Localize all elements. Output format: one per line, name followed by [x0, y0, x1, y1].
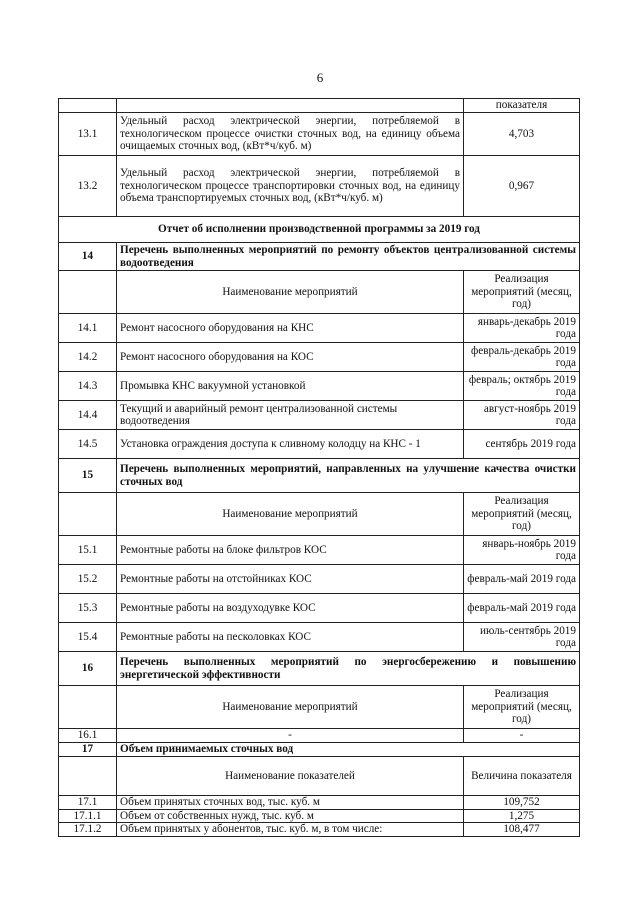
table-row	[59, 729, 580, 743]
row-name: Удельный расход электрической энергии, потребляемой в технологическом процессе очистки сточных вод, на единицу объема очищаемых сточных вод, (кВт*ч/куб. м)	[117, 113, 464, 156]
column-header-row	[59, 757, 580, 796]
row-name: Промывка КНС вакуумной установкой	[117, 372, 464, 401]
section-header	[59, 459, 580, 493]
row-value: 1,275	[464, 809, 580, 823]
table-row	[59, 217, 580, 243]
page-number: 6	[316, 70, 324, 85]
row-number: 17.1	[59, 796, 117, 810]
row-name: Ремонт насосного оборудования на КОС	[117, 343, 464, 372]
row-name: Ремонт насосного оборудования на КНС	[117, 314, 464, 343]
table-row	[59, 823, 580, 837]
section-header	[59, 652, 580, 686]
row-number: 14.2	[59, 343, 117, 372]
row-value: 4,703	[464, 113, 580, 156]
row-value: 108,477	[464, 823, 580, 837]
column-header-name: Наименование мероприятий	[117, 493, 464, 536]
table-row	[59, 99, 580, 113]
row-name: Ремонтные работы на песколовках КОС	[117, 623, 464, 652]
row-value: февраль; октябрь 2019 года	[464, 372, 580, 401]
table-row	[59, 430, 580, 459]
num-cell	[59, 757, 117, 796]
row-number: 15.1	[59, 536, 117, 565]
section-title: Объем принимаемых сточных вод	[117, 743, 580, 757]
row-number: 14.1	[59, 314, 117, 343]
column-header-value: Величина показателя	[464, 757, 580, 796]
column-header-value: Реализация мероприятий (месяц, год)	[464, 686, 580, 729]
row-value: сентябрь 2019 года	[464, 430, 580, 459]
section-number: 17	[59, 743, 117, 757]
row-number: 13.1	[59, 113, 117, 156]
row-value: 109,752	[464, 796, 580, 810]
row-number: 17.1.2	[59, 823, 117, 837]
row-name: Ремонтные работы на воздуходувке КОС	[117, 594, 464, 623]
table-row	[59, 536, 580, 565]
column-header-value: Реализация мероприятий (месяц, год)	[464, 271, 580, 314]
row-name: Установка ограждения доступа к сливному колодцу на КНС - 1	[117, 430, 464, 459]
row-value: февраль-декабрь 2019 года	[464, 343, 580, 372]
row-name: Объем от собственных нужд, тыс. куб. м	[117, 809, 464, 823]
name-cell	[117, 99, 464, 113]
column-header-row	[59, 686, 580, 729]
table-row	[59, 156, 580, 217]
row-value: июль-сентябрь 2019 года	[464, 623, 580, 652]
row-name: Объем принятых у абонентов, тыс. куб. м, в том числе:	[117, 823, 464, 837]
row-number: 14.4	[59, 401, 117, 430]
row-name: Объем принятых сточных вод, тыс. куб. м	[117, 796, 464, 810]
column-header-name: Наименование показателей	[117, 757, 464, 796]
row-number: 15.2	[59, 565, 117, 594]
section-number: 16	[59, 652, 117, 686]
section-number: 14	[59, 243, 117, 271]
row-number: 13.2	[59, 156, 117, 217]
row-value: 0,967	[464, 156, 580, 217]
row-value: январь-декабрь 2019 года	[464, 314, 580, 343]
table-row	[59, 113, 580, 156]
section-header	[59, 743, 580, 757]
section-title: Перечень выполненных мероприятий по ремонту объектов централизованной системы водоотведения	[117, 243, 580, 271]
row-name: Текущий и аварийный ремонт централизованной системы водоотведения	[117, 401, 464, 430]
report-table	[58, 98, 580, 837]
num-cell	[59, 271, 117, 314]
table-row	[59, 809, 580, 823]
row-number: 15.4	[59, 623, 117, 652]
row-name: Удельный расход электрической энергии, потребляемой в технологическом процессе транспортировки сточных вод, на единицу объема транспортируемых сточных вод, (кВт*ч/куб. м)	[117, 156, 464, 217]
row-value: январь-ноябрь 2019 года	[464, 536, 580, 565]
column-header-row	[59, 271, 580, 314]
row-number: 15.3	[59, 594, 117, 623]
table-row	[59, 565, 580, 594]
num-cell	[59, 686, 117, 729]
value-header-cell: показателя	[464, 99, 580, 113]
row-number: 14.5	[59, 430, 117, 459]
table-row	[59, 401, 580, 430]
row-number: 16.1	[59, 729, 117, 743]
table-row	[59, 343, 580, 372]
table-row	[59, 623, 580, 652]
section-title: Перечень выполненных мероприятий по энергосбережению и повышению энергетической эффективности	[117, 652, 580, 686]
column-header-value: Реализация мероприятий (месяц, год)	[464, 493, 580, 536]
row-name: Ремонтные работы на блоке фильтров КОС	[117, 536, 464, 565]
row-name: -	[117, 729, 464, 743]
table-row	[59, 314, 580, 343]
table-row	[59, 372, 580, 401]
num-cell	[59, 493, 117, 536]
section-title: Перечень выполненных мероприятий, направленных на улучшение качества очистки сточных вод	[117, 459, 580, 493]
section-number: 15	[59, 459, 117, 493]
row-value: февраль-май 2019 года	[464, 594, 580, 623]
row-value: -	[464, 729, 580, 743]
row-number: 14.3	[59, 372, 117, 401]
row-value: август-ноябрь 2019 года	[464, 401, 580, 430]
column-header-row	[59, 493, 580, 536]
table-row	[59, 796, 580, 810]
report-title: Отчет об исполнении производственной программы за 2019 год	[59, 217, 580, 243]
row-name: Ремонтные работы на отстойниках КОС	[117, 565, 464, 594]
row-value: февраль-май 2019 года	[464, 565, 580, 594]
column-header-name: Наименование мероприятий	[117, 271, 464, 314]
column-header-name: Наименование мероприятий	[117, 686, 464, 729]
section-header	[59, 243, 580, 271]
num-cell	[59, 99, 117, 113]
table-row	[59, 594, 580, 623]
row-number: 17.1.1	[59, 809, 117, 823]
